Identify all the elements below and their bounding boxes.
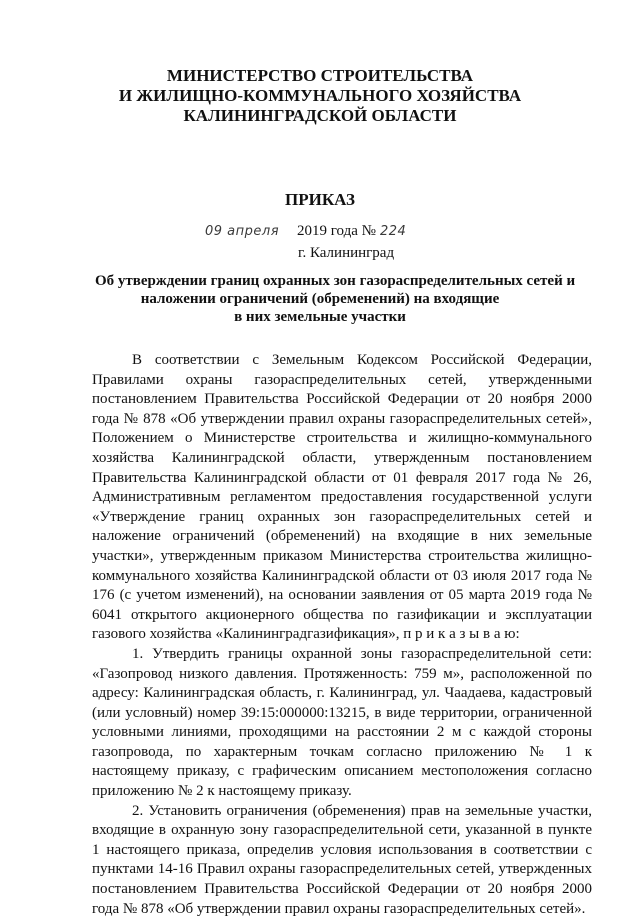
ministry-header-line-3: КАЛИНИНГРАДСКОЙ ОБЛАСТИ <box>183 106 457 125</box>
body-paragraph-item-2: 2. Установить ограничения (обременения) прав на земельные участки, входящие в охранную зону газораспределительной сети, указанной в пункте 1 настоящего приказа, определив условия использования в соответствии с пунктами 14-16 Правил охраны газораспределительных сетей, утвержденных постановлением Правительства Российской Федерации от 20 ноября 2000 года № 878 «Об утверждении правил охраны газораспределительных сетей». <box>92 802 592 917</box>
ministry-header-line-1: МИНИСТЕРСТВО СТРОИТЕЛЬСТВА <box>166 66 474 85</box>
order-title: ПРИКАЗ <box>285 190 355 209</box>
handwritten-order-number: 224 <box>379 224 407 239</box>
order-subject-line-1: Об утверждении границ охранных зон газораспределительных сетей и <box>95 273 576 289</box>
body-paragraph-preamble: В соответствии с Земельным Кодексом Российской Федерации, Правилами охраны газораспределительных сетей, утвержденными постановлением Правительства Российской Федерации от 20 ноября 2000 года № 878 «Об утверждении правил охраны газораспределительных сетей», Положением о Министерстве строительства и жилищно-коммунального хозяйства Калининградской области, утвержденным постановлением Правительства Калининградской области от 01 февраля 2017 года № 26, Административным регламентом предоставления государственной услуги «Утверждение границ охранных зон газораспределительных сетей и наложение ограничений (обременений) на входящие в них земельные участки», утвержденным приказом Министерства строительства жилищно-коммунального хозяйства Калининградской области от 03 июля 2017 года № 176 (с учетом изменений), на основании заявления от 05 марта 2019 года № 6041 открытого акционерного общества по газификации и эксплуатации газового хозяйства «Калининградгазификация», п р и к а з ы в а ю: <box>92 352 592 643</box>
order-city: г. Калининград <box>298 245 395 261</box>
order-subject-line-2: наложении ограничений (обременений) на входящие <box>140 291 500 307</box>
ministry-header <box>0 66 640 126</box>
order-year-text: 2019 года № <box>297 223 376 239</box>
order-date-line <box>205 222 406 241</box>
order-body <box>92 351 592 919</box>
order-subject-line-3: в них земельные участки <box>234 309 406 325</box>
ministry-header-line-2: И ЖИЛИЩНО-КОММУНАЛЬНОГО ХОЗЯЙСТВА <box>118 86 522 105</box>
handwritten-date: 09 апреля <box>205 224 280 239</box>
body-paragraph-item-1: 1. Утвердить границы охранной зоны газораспределительной сети: «Газопровод низкого давления. Протяженность: 759 м», расположенной по адресу: Калининградская область, г. Калининград, ул. Чаадаева, кадастровый (или условный) номер 39:15:000000:13215, в виде территории, ограниченной условными линиями, проходящими на расстоянии 2 м с каждой стороны газопровода, по характерным точкам согласно приложению № 1 к настоящему приказу, с графическим описанием местоположения согласно приложению № 2 к настоящему приказу. <box>92 645 592 800</box>
order-subject <box>95 272 576 326</box>
